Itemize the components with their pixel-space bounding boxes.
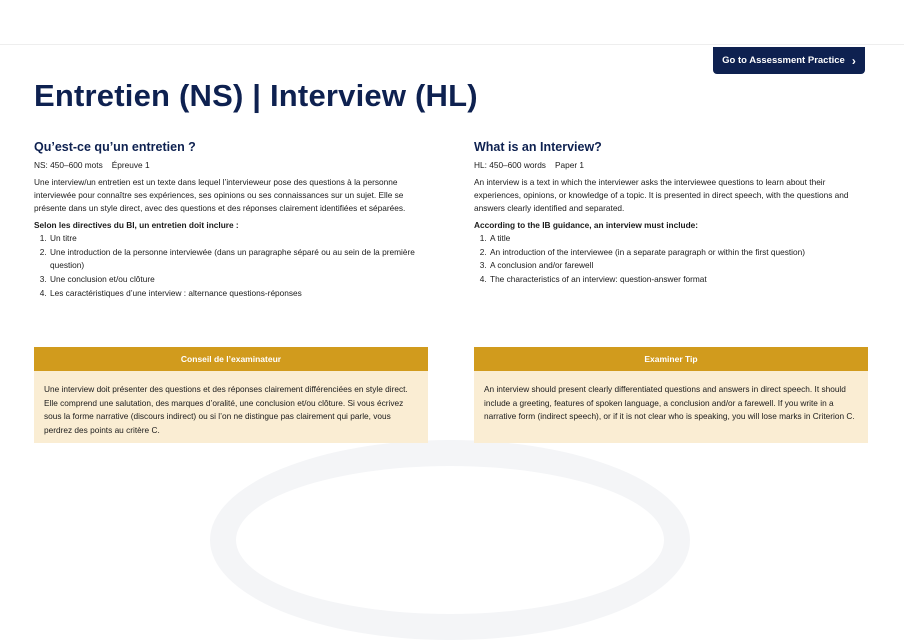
french-paper: Épreuve 1 (111, 160, 150, 170)
english-paper: Paper 1 (554, 160, 585, 170)
assessment-practice-label: Go to Assessment Practice (722, 55, 845, 66)
english-examiner-tip (474, 347, 868, 443)
english-requirements-title: According to the IB guidance, an interview must include: (474, 220, 699, 230)
english-tip-header: Examiner Tip (474, 347, 868, 371)
list-item: 3. A conclusion and/or farewell (489, 259, 869, 273)
list-item: 4. Les caractéristiques d’une interview : alternance questions-réponses (49, 287, 429, 301)
english-description: An interview is a text in which the interviewer asks the interviewee questions to learn about their experiences, opinions, or knowledge of a topic. It is presented in direct speech, with the questions and answers clearly identified and separated. (474, 177, 849, 213)
page-title: Entretien (NS) | Interview (HL) (34, 78, 478, 113)
top-divider (0, 44, 904, 45)
list-item: 2. Une introduction de la personne interviewée (dans un paragraphe séparé ou au sein de la première question) (49, 246, 429, 273)
french-heading: Qu’est-ce qu’un entretien ? (34, 140, 196, 154)
french-examiner-tip (34, 347, 428, 443)
list-item: 1. Un titre (49, 232, 429, 246)
french-tip-body: Une interview doit présenter des questions et des réponses clairement différenciées en style direct. Elle comprend une salutation, des marques d’oralité, une conclusion et/ou clôture. Si vous écrivez sous la forme narrative (discours indirect) ou si l’on ne distingue pas clairement qui parle, vous perdrez des points au critère C. (34, 371, 428, 443)
list-item: 1. A title (489, 232, 869, 246)
english-meta (474, 160, 869, 170)
assessment-practice-button[interactable] (713, 47, 865, 74)
french-section (34, 140, 429, 301)
french-word-range: NS: 450–600 mots (34, 160, 103, 170)
list-item: 3. Une conclusion et/ou clôture (49, 273, 429, 287)
english-heading: What is an Interview? (474, 140, 602, 154)
background-watermark (210, 440, 690, 640)
french-meta (34, 160, 429, 170)
french-requirements-list (34, 232, 429, 301)
english-word-range: HL: 450–600 words (474, 160, 546, 170)
chevron-right-icon: › (851, 53, 856, 68)
list-item: 2. An introduction of the interviewee (in a separate paragraph or within the first question) (489, 246, 869, 260)
english-section (474, 140, 869, 287)
french-requirements-title: Selon les directives du BI, un entretien doit inclure : (34, 220, 239, 230)
french-description: Une interview/un entretien est un texte dans lequel l’intervieweur pose des questions à la personne interviewée pour connaître ses expériences, ses opinions ou ses connaissances sur un sujet. Elle se présente dans un style direct, avec des questions et des réponses clairement identifiées et séparées. (34, 177, 406, 213)
english-requirements-list (474, 232, 869, 287)
english-tip-body: An interview should present clearly differentiated questions and answers in direct speech. It should include a greeting, features of spoken language, a conclusion and/or a farewell. If you write in a narrative form (indirect speech), or if it is not clear who is speaking, you will lose marks in Criterion C. (474, 371, 868, 443)
french-tip-header: Conseil de l’examinateur (34, 347, 428, 371)
list-item: 4. The characteristics of an interview: question-answer format (489, 273, 869, 287)
